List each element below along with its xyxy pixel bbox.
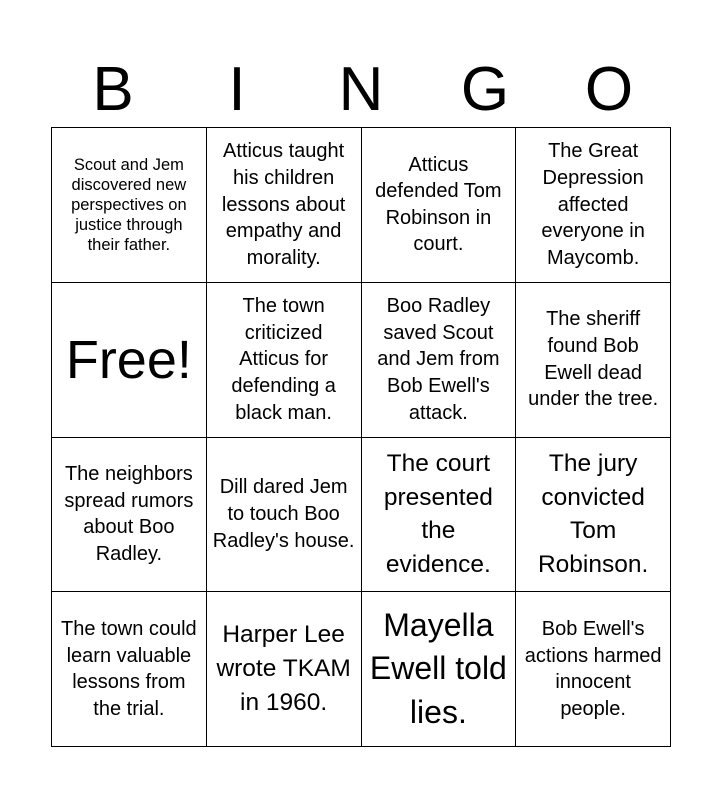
- bingo-cell-r1c4[interactable]: [516, 128, 671, 283]
- bingo-cell-text: The jury convicted Tom Robinson.: [537, 449, 649, 579]
- bingo-cell-text: Boo Radley saved Scout and Jem from Bob Ewell's attack.: [377, 295, 500, 424]
- bingo-cell-free[interactable]: [52, 283, 207, 438]
- bingo-cell-text: The town could learn valuable lessons from the trial.: [61, 617, 197, 720]
- header-letter-b: B: [92, 55, 134, 124]
- bingo-cell-text: Dill dared Jem to touch Boo Radley's house.: [212, 476, 355, 552]
- bingo-cell-r3c3[interactable]: [362, 438, 517, 593]
- bingo-cell-text: Harper Lee wrote TKAM in 1960.: [216, 621, 351, 717]
- bingo-cell-text: Atticus defended Tom Robinson in court.: [375, 153, 502, 256]
- bingo-cell-r3c1[interactable]: [52, 438, 207, 593]
- bingo-cell-r3c2[interactable]: [207, 438, 362, 593]
- bingo-cell-r4c3[interactable]: [362, 592, 517, 747]
- bingo-cell-r2c2[interactable]: [207, 283, 362, 438]
- bingo-cell-r2c4[interactable]: [516, 283, 671, 438]
- header-letter-n: N: [338, 55, 384, 124]
- bingo-cell-r3c4[interactable]: [516, 438, 671, 593]
- bingo-cell-text: Atticus taught his children lessons about empathy and morality.: [221, 140, 346, 269]
- header-letter-o: O: [584, 55, 634, 124]
- bingo-cell-r1c1[interactable]: [52, 128, 207, 283]
- bingo-cell-text: The Great Depression affected everyone in Maycomb.: [541, 140, 645, 269]
- free-space-label: Free!: [65, 329, 192, 390]
- bingo-board: [51, 127, 671, 747]
- bingo-cell-text: The neighbors spread rumors about Boo Radley.: [64, 463, 194, 565]
- bingo-cell-text: Bob Ewell's actions harmed innocent people.: [524, 617, 662, 720]
- bingo-header: [51, 52, 671, 128]
- bingo-cell-r2c3[interactable]: [362, 283, 517, 438]
- bingo-cell-text: The town criticized Atticus for defending a black man.: [231, 295, 336, 424]
- header-letter-g: G: [460, 55, 510, 124]
- bingo-cell-r4c4[interactable]: [516, 592, 671, 747]
- bingo-cell-text: The sheriff found Bob Ewell dead under the tree.: [528, 308, 659, 411]
- bingo-cell-r1c3[interactable]: [362, 128, 517, 283]
- bingo-cell-r1c2[interactable]: [207, 128, 362, 283]
- header-letter-i: I: [228, 55, 246, 124]
- bingo-cell-r4c2[interactable]: [207, 592, 362, 747]
- bingo-cell-text: Scout and Jem discovered new perspectives on justice through their father.: [71, 155, 187, 255]
- bingo-cell-r4c1[interactable]: [52, 592, 207, 747]
- bingo-cell-text: Mayella Ewell told lies.: [369, 606, 507, 730]
- bingo-cell-text: The court presented the evidence.: [383, 449, 493, 579]
